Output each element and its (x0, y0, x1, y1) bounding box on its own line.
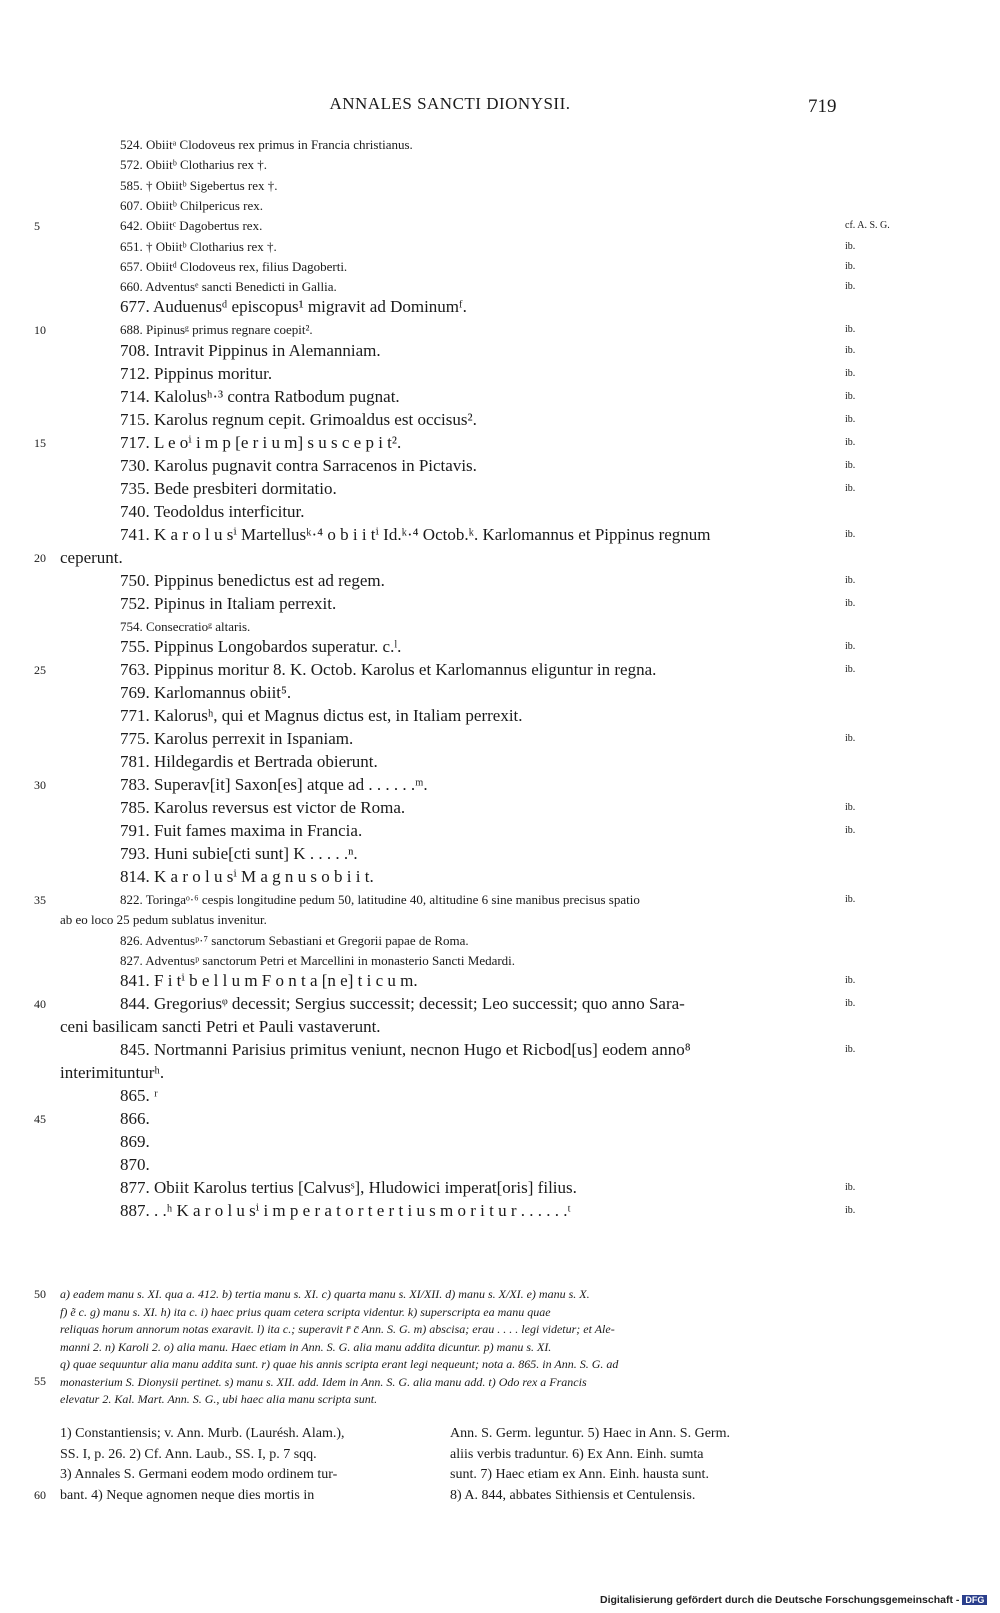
annal-entry (120, 276, 900, 298)
dfg-logo: DFG (962, 1595, 987, 1605)
entry-text: 715. Karolus regnum cepit. Grimoaldus est occisus². (120, 409, 477, 429)
entry-text: 717. L e oⁱ i m p [e r i u m] s u s c e p i t². (120, 432, 402, 452)
annal-entry (120, 659, 900, 681)
line-number: 35 (34, 893, 46, 907)
annal-entry (60, 1062, 840, 1084)
digitization-credit (600, 1594, 987, 1606)
line-number: 55 (34, 1374, 46, 1388)
annal-entry (120, 866, 900, 888)
annal-entry (120, 1200, 900, 1222)
running-title: ANNALES SANCTI DIONYSII. (329, 94, 571, 113)
annal-entry (120, 175, 900, 197)
annal-entry (120, 797, 900, 819)
margin-reference: ib. (845, 998, 856, 1010)
footnote-line: bant. 4) Neque agnomen neque dies mortis in (60, 1487, 315, 1503)
annal-entry (60, 909, 840, 931)
annal-entry (120, 570, 900, 592)
margin-reference: ib. (845, 664, 856, 675)
footnote-line: 1) Constantiensis; v. Ann. Murb. (Laurésh. Alam.), (60, 1426, 345, 1441)
annal-entry (120, 215, 900, 237)
entry-text: 793. Huni subie[cti sunt] K . . . . .ⁿ. (120, 844, 358, 863)
margin-reference: ib. (845, 894, 856, 905)
annal-entry (120, 432, 900, 454)
line-number: 25 (34, 663, 46, 677)
line-number: 5 (34, 219, 40, 234)
annal-entry (120, 195, 900, 217)
annal-entry (120, 993, 900, 1015)
margin-reference: ib. (845, 324, 856, 336)
entry-text: 814. K a r o l u sⁱ M a g n u s o b i i t. (120, 867, 374, 886)
annal-entry (120, 616, 900, 638)
entry-text: 750. Pippinus benedictus est ad regem. (120, 570, 385, 590)
margin-reference: ib. (845, 459, 856, 471)
line-number: 40 (34, 997, 46, 1012)
annal-entry (120, 455, 900, 477)
apparatus-line: q) quae sequuntur alia manu addita sunt. r) quae his annis scripta erant legi nequeunt; nota a. 865. in Ann. S. G. ad (60, 1357, 619, 1371)
annal-entry (120, 256, 900, 278)
annal-entry (120, 1131, 900, 1153)
annal-entry (120, 478, 900, 500)
entry-text: 763. Pippinus moritur 8. K. Octob. Karolus et Karlomannus eliguntur in regna. (120, 660, 657, 679)
line-number: 15 (34, 435, 46, 450)
entry-text: 755. Pippinus Longobardos superatur. c.ˡ. (120, 637, 402, 656)
entry-text: 657. Obiitᵈ Clodoveus rex, filius Dagoberti. (120, 258, 348, 274)
entry-text: ab eo loco 25 pedum sublatus invenitur. (60, 912, 267, 928)
apparatus-line: monasterium S. Dionysii pertinet. s) manu s. XII. add. Idem in Ann. S. G. alia manu add. t) Odo rex a Francis (60, 1374, 587, 1389)
entry-text: 730. Karolus pugnavit contra Sarracenos in Pictavis. (120, 455, 477, 475)
line-number: 60 (34, 1488, 46, 1502)
entry-text: 660. Adventusᵉ sancti Benedicti in Gallia. (120, 279, 337, 295)
footnotes-right-column (450, 1424, 820, 1506)
margin-reference: ib. (845, 413, 856, 425)
annal-entry (120, 154, 900, 176)
annal-entry (120, 705, 900, 727)
line-number: 30 (34, 778, 46, 792)
apparatus-line: f) ẽ c. g) manu s. XI. h) ita c. i) haec prius quam cetera scripta videntur. k) superscripta ea manu quae (60, 1304, 551, 1319)
annal-entry (120, 386, 900, 408)
margin-reference: ib. (845, 390, 856, 402)
annal-entry (120, 296, 900, 318)
annal-entry (120, 774, 900, 796)
entry-text: 572. Obiitᵇ Clotharius rex †. (120, 157, 268, 173)
line-number: 20 (34, 550, 46, 565)
annal-entry (120, 1154, 900, 1176)
entry-text: 642. Obiitᶜ Dagobertus rex. (120, 218, 263, 234)
entry-text: 735. Bede presbiteri dormitatio. (120, 478, 337, 498)
line-number: 10 (34, 323, 46, 338)
margin-reference: ib. (845, 1205, 856, 1217)
entry-text: 865. ʳ (120, 1086, 158, 1106)
entry-text: 677. Auduenusᵈ episcopus¹ migravit ad Dominumᶠ. (120, 297, 467, 317)
line-number: 45 (34, 1112, 46, 1127)
critical-apparatus (34, 1286, 840, 1409)
entry-text: 869. (120, 1132, 150, 1152)
entry-text: 877. Obiit Karolus tertius [Calvusˢ], Hludowici imperat[oris] filius. (120, 1178, 577, 1198)
margin-reference: ib. (845, 733, 856, 744)
entry-text: 841. F i tⁱ b e l l u m F o n t a [n e] t i c u m. (120, 971, 418, 991)
annal-entry (120, 728, 900, 750)
margin-reference: ib. (845, 574, 856, 586)
annal-entry (120, 820, 900, 842)
entry-text: 783. Superav[it] Saxon[es] atque ad . . . . . .ᵐ. (120, 775, 428, 794)
margin-reference: ib. (845, 802, 856, 813)
annal-entry (120, 682, 900, 704)
page-number: 719 (808, 96, 837, 117)
margin-reference: ib. (845, 281, 856, 293)
annal-entry (120, 970, 900, 992)
entry-text: 740. Teodoldus interficitur. (120, 501, 305, 521)
entry-text: 741. K a r o l u sⁱ Martellusᵏ·⁴ o b i i tⁱ Id.ᵏ·⁴ Octob.ᵏ. Karlomannus et Pippinus regnum (120, 524, 711, 544)
annal-entry (120, 843, 900, 865)
footnote-line: SS. I, p. 26. 2) Cf. Ann. Laub., SS. I, p. 7 sqq. (60, 1446, 317, 1462)
entry-text: 827. Adventusᵖ sanctorum Petri et Marcellini in monasterio Sancti Medardi. (120, 952, 516, 968)
annal-entry (60, 1016, 840, 1038)
annal-entry (120, 889, 900, 911)
margin-reference: ib. (845, 975, 856, 987)
line-number: 50 (34, 1287, 46, 1301)
footnote-line: sunt. 7) Haec etiam ex Ann. Einh. hausta sunt. (450, 1467, 709, 1482)
margin-reference: ib. (845, 1182, 856, 1194)
margin-reference: ib. (845, 260, 856, 272)
entry-text: 714. Kalolusʰ·³ contra Ratbodum pugnat. (120, 386, 400, 406)
annal-entry (120, 593, 900, 615)
entry-text: 791. Fuit fames maxima in Francia. (120, 821, 363, 840)
annal-entry (60, 547, 840, 569)
apparatus-line: reliquas horum annorum notas exaravit. l) ita c.; superavit r̄ c̄ Ann. S. G. m) abscisa; erau . . . . legi videtur; et Ale- (60, 1322, 615, 1336)
annal-entry (120, 1177, 900, 1199)
entry-text: 866. (120, 1109, 150, 1129)
credit-text: Digitalisierung gefördert durch die Deutsche Forschungsgemeinschaft - (600, 1594, 960, 1606)
apparatus-line: a) eadem manu s. XI. qua a. 412. b) tertia manu s. XI. c) quarta manu s. XI/XII. d) manu s. X/XI. e) manu s. X. (60, 1287, 590, 1301)
entry-text: 887. . .ʰ K a r o l u sⁱ i m p e r a t o r t e r t i u s m o r i t u r . . . . . .ᵗ (120, 1201, 571, 1221)
footnote-line: 3) Annales S. Germani eodem modo ordinem tur- (60, 1467, 338, 1482)
annal-entry (120, 409, 900, 431)
entry-text: 785. Karolus reversus est victor de Roma. (120, 798, 406, 817)
entry-text: ceperunt. (60, 547, 123, 567)
entry-text: 844. Gregoriusᵠ decessit; Sergius successit; decessit; Leo successit; quo anno Sara- (120, 994, 685, 1014)
entry-text: 607. Obiitᵇ Chilpericus rex. (120, 197, 264, 213)
annal-entry (120, 134, 900, 156)
entry-text: 781. Hildegardis et Bertrada obierunt. (120, 752, 378, 771)
apparatus-line: manni 2. n) Karoli 2. o) alia manu. Haec etiam in Ann. S. G. alia manu addita dicuntur. p) manu s. XI. (60, 1339, 552, 1354)
entry-text: 826. Adventusᵖ·⁷ sanctorum Sebastiani et Gregorii papae de Roma. (120, 932, 469, 948)
footnote-line: Ann. S. Germ. leguntur. 5) Haec in Ann. S. Germ. (450, 1426, 730, 1441)
apparatus-line: elevatur 2. Kal. Mart. Ann. S. G., ubi haec alia manu scripta sunt. (60, 1392, 378, 1406)
margin-reference: cf. A. S. G. (845, 220, 890, 232)
annal-entry (120, 636, 900, 658)
entry-text: 585. † Obiitᵇ Sigebertus rex †. (120, 177, 278, 193)
annal-entry (120, 751, 900, 773)
entry-text: 651. † Obiitᵇ Clotharius rex †. (120, 238, 277, 254)
margin-reference: ib. (845, 240, 856, 252)
margin-reference: ib. (845, 528, 856, 540)
entry-text: 754. Consecratioᵍ altaris. (120, 618, 251, 634)
annal-entry (120, 236, 900, 258)
margin-reference: ib. (845, 641, 856, 652)
margin-reference: ib. (845, 367, 856, 379)
annal-entry (120, 340, 900, 362)
margin-reference: ib. (845, 825, 856, 836)
footnotes-left-column (60, 1424, 430, 1506)
entry-text: 769. Karlomannus obiit⁵. (120, 683, 292, 702)
entry-text: 524. Obiitᵃ Clodoveus rex primus in Francia christianus. (120, 137, 413, 152)
entry-text: 712. Pippinus moritur. (120, 363, 273, 383)
entry-text: 775. Karolus perrexit in Ispaniam. (120, 729, 354, 748)
annal-entry (120, 1039, 900, 1061)
margin-reference: ib. (845, 482, 856, 494)
footnote-line: aliis verbis traduntur. 6) Ex Ann. Einh. sumta (450, 1446, 704, 1462)
entry-text: 845. Nortmanni Parisius primitus veniunt, necnon Hugo et Ricbod[us] eodem anno⁸ (120, 1040, 691, 1060)
entry-text: ceni basilicam sancti Petri et Pauli vastaverunt. (60, 1017, 381, 1037)
entry-text: 688. Pipinusᵍ primus regnare coepit². (120, 322, 313, 338)
margin-reference: ib. (845, 344, 856, 356)
annal-entry (120, 363, 900, 385)
annal-entry (120, 1108, 900, 1130)
footnote-line: 8) A. 844, abbates Sithiensis et Centulensis. (450, 1487, 696, 1503)
margin-reference: ib. (845, 1044, 856, 1056)
entry-text: 771. Kalorusʰ, qui et Magnus dictus est, in Italiam perrexit. (120, 706, 523, 725)
entry-text: 708. Intravit Pippinus in Alemanniam. (120, 340, 381, 360)
margin-reference: ib. (845, 436, 856, 448)
annal-entry (120, 1085, 900, 1107)
entry-text: interimitunturʰ. (60, 1063, 165, 1083)
entry-text: 822. Toringaᵒ·⁶ cespis longitudine pedum 50, latitudine 40, altitudine 6 sine manibus precisus spatio (120, 892, 640, 907)
annal-entry (120, 524, 900, 546)
annal-entry (120, 930, 900, 952)
annal-entry (120, 501, 900, 523)
entry-text: 752. Pipinus in Italiam perrexit. (120, 593, 337, 613)
entry-text: 870. (120, 1155, 150, 1175)
annal-entry (120, 319, 900, 341)
margin-reference: ib. (845, 597, 856, 609)
annal-entry (120, 950, 900, 972)
